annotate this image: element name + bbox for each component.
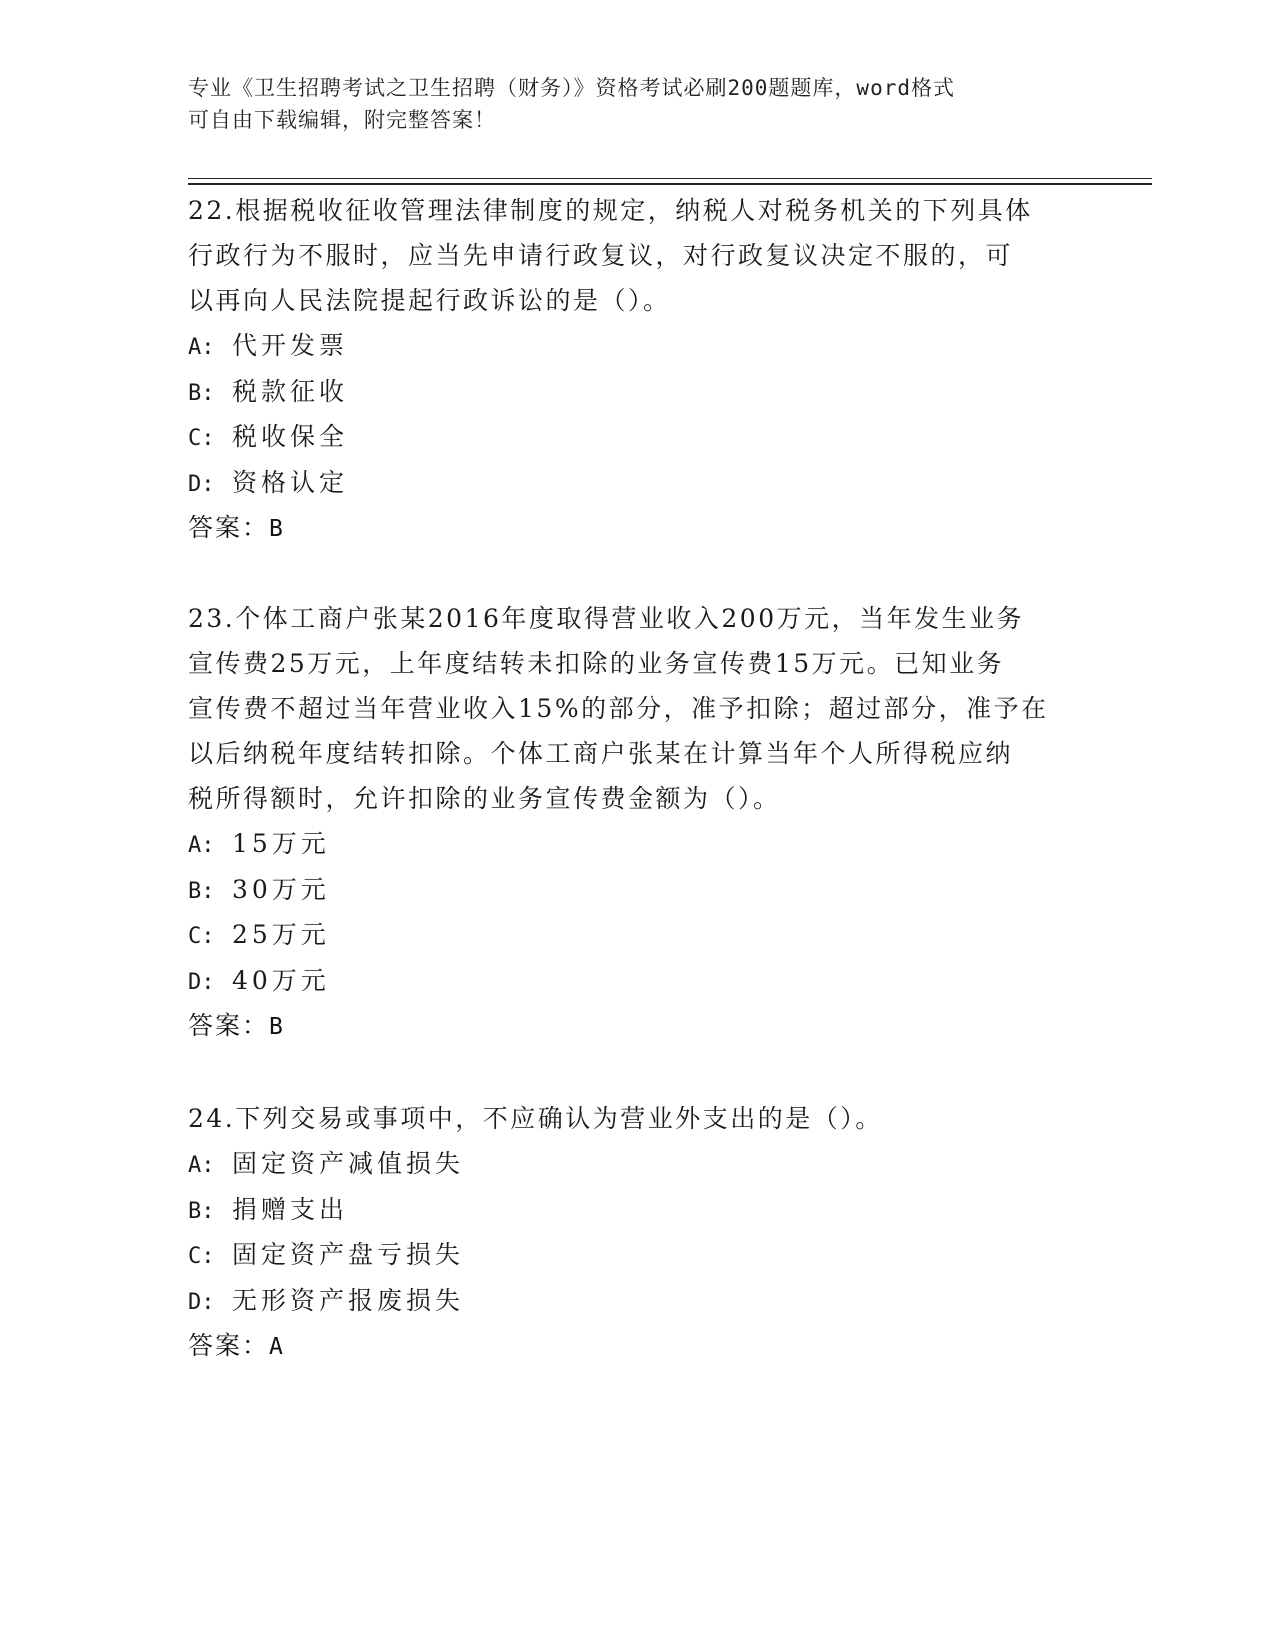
- stem-line: 23.个体工商户张某2016年度取得营业收入200万元，当年发生业务: [188, 604, 1025, 633]
- option-letter: C:: [188, 426, 215, 451]
- stem-line: 以后纳税年度结转扣除。个体工商户张某在计算当年个人所得税应纳: [188, 739, 1014, 768]
- answer-value: B: [269, 1014, 283, 1040]
- option-letter: D:: [188, 471, 215, 497]
- stem-line: 24.下列交易或事项中，不应确认为营业外支出的是（）。: [188, 1104, 883, 1133]
- stem-line: 22.根据税收征收管理法律制度的规定，纳税人对税务机关的下列具体: [188, 196, 1033, 225]
- stem-line: 以再向人民法院提起行政诉讼的是（）。: [188, 286, 671, 315]
- answer-label: 答案：: [188, 1011, 270, 1040]
- header-divider-thin: [188, 178, 1152, 179]
- stem-line: 宣传费25万元，上年度结转未扣除的业务宣传费15万元。已知业务: [188, 649, 1005, 678]
- option-letter: B:: [188, 878, 215, 904]
- option-c: [188, 1232, 1088, 1278]
- option-letter: A:: [188, 1153, 215, 1178]
- answer-label: 答案：: [188, 513, 270, 542]
- option-text: 25万元: [232, 920, 330, 949]
- answer-line: [188, 505, 1088, 551]
- question-22: [188, 188, 1088, 551]
- question-stem: [188, 596, 1088, 821]
- option-text: 无形资产报废损失: [232, 1285, 465, 1315]
- option-text: 代开发票: [232, 331, 349, 360]
- question-stem: [188, 188, 1088, 323]
- stem-line: 行政行为不服时，应当先申请行政复议，对行政复议决定不服的，可: [188, 241, 1014, 270]
- option-a: [188, 821, 1088, 867]
- answer-line: [188, 1003, 1088, 1049]
- option-text: 税款征收: [232, 376, 349, 406]
- option-text: 捐赠支出: [232, 1194, 349, 1224]
- header-divider-thick: [188, 183, 1152, 185]
- option-text: 15万元: [232, 829, 330, 858]
- option-b: [188, 369, 1088, 415]
- option-a: [188, 1141, 1088, 1187]
- question-24: [188, 1096, 1088, 1369]
- answer-value: A: [269, 1334, 283, 1360]
- stem-line: 宣传费不超过当年营业收入15%的部分，准予扣除；超过部分，准予在: [188, 694, 1049, 723]
- question-23: [188, 596, 1088, 1049]
- option-text: 40万元: [232, 965, 330, 995]
- answer-value: B: [269, 516, 283, 542]
- option-letter: C:: [188, 924, 215, 949]
- option-c: [188, 912, 1088, 958]
- option-letter: C:: [188, 1244, 215, 1269]
- option-letter: A:: [188, 833, 215, 858]
- header-line-1: 专业《卫生招聘考试之卫生招聘（财务）》资格考试必刷200题题库，word格式: [188, 76, 955, 100]
- option-letter: D:: [188, 969, 215, 995]
- option-letter: A:: [188, 335, 215, 360]
- option-b: [188, 867, 1088, 913]
- header-line-2: 可自由下载编辑，附完整答案！: [188, 108, 496, 132]
- answer-line: [188, 1323, 1088, 1369]
- option-text: 30万元: [232, 874, 330, 904]
- option-letter: B:: [188, 1198, 215, 1224]
- option-d: [188, 1278, 1088, 1324]
- option-text: 固定资产减值损失: [232, 1149, 465, 1178]
- option-a: [188, 323, 1088, 369]
- option-d: [188, 958, 1088, 1004]
- option-letter: B:: [188, 380, 215, 406]
- option-c: [188, 414, 1088, 460]
- document-header: [188, 72, 1068, 136]
- option-letter: D:: [188, 1289, 215, 1315]
- answer-label: 答案：: [188, 1331, 270, 1360]
- option-d: [188, 460, 1088, 506]
- stem-line: 税所得额时，允许扣除的业务宣传费金额为（）。: [188, 784, 781, 813]
- question-stem: [188, 1096, 1088, 1141]
- option-b: [188, 1187, 1088, 1233]
- option-text: 税收保全: [232, 422, 349, 451]
- option-text: 固定资产盘亏损失: [232, 1240, 465, 1269]
- option-text: 资格认定: [232, 467, 349, 497]
